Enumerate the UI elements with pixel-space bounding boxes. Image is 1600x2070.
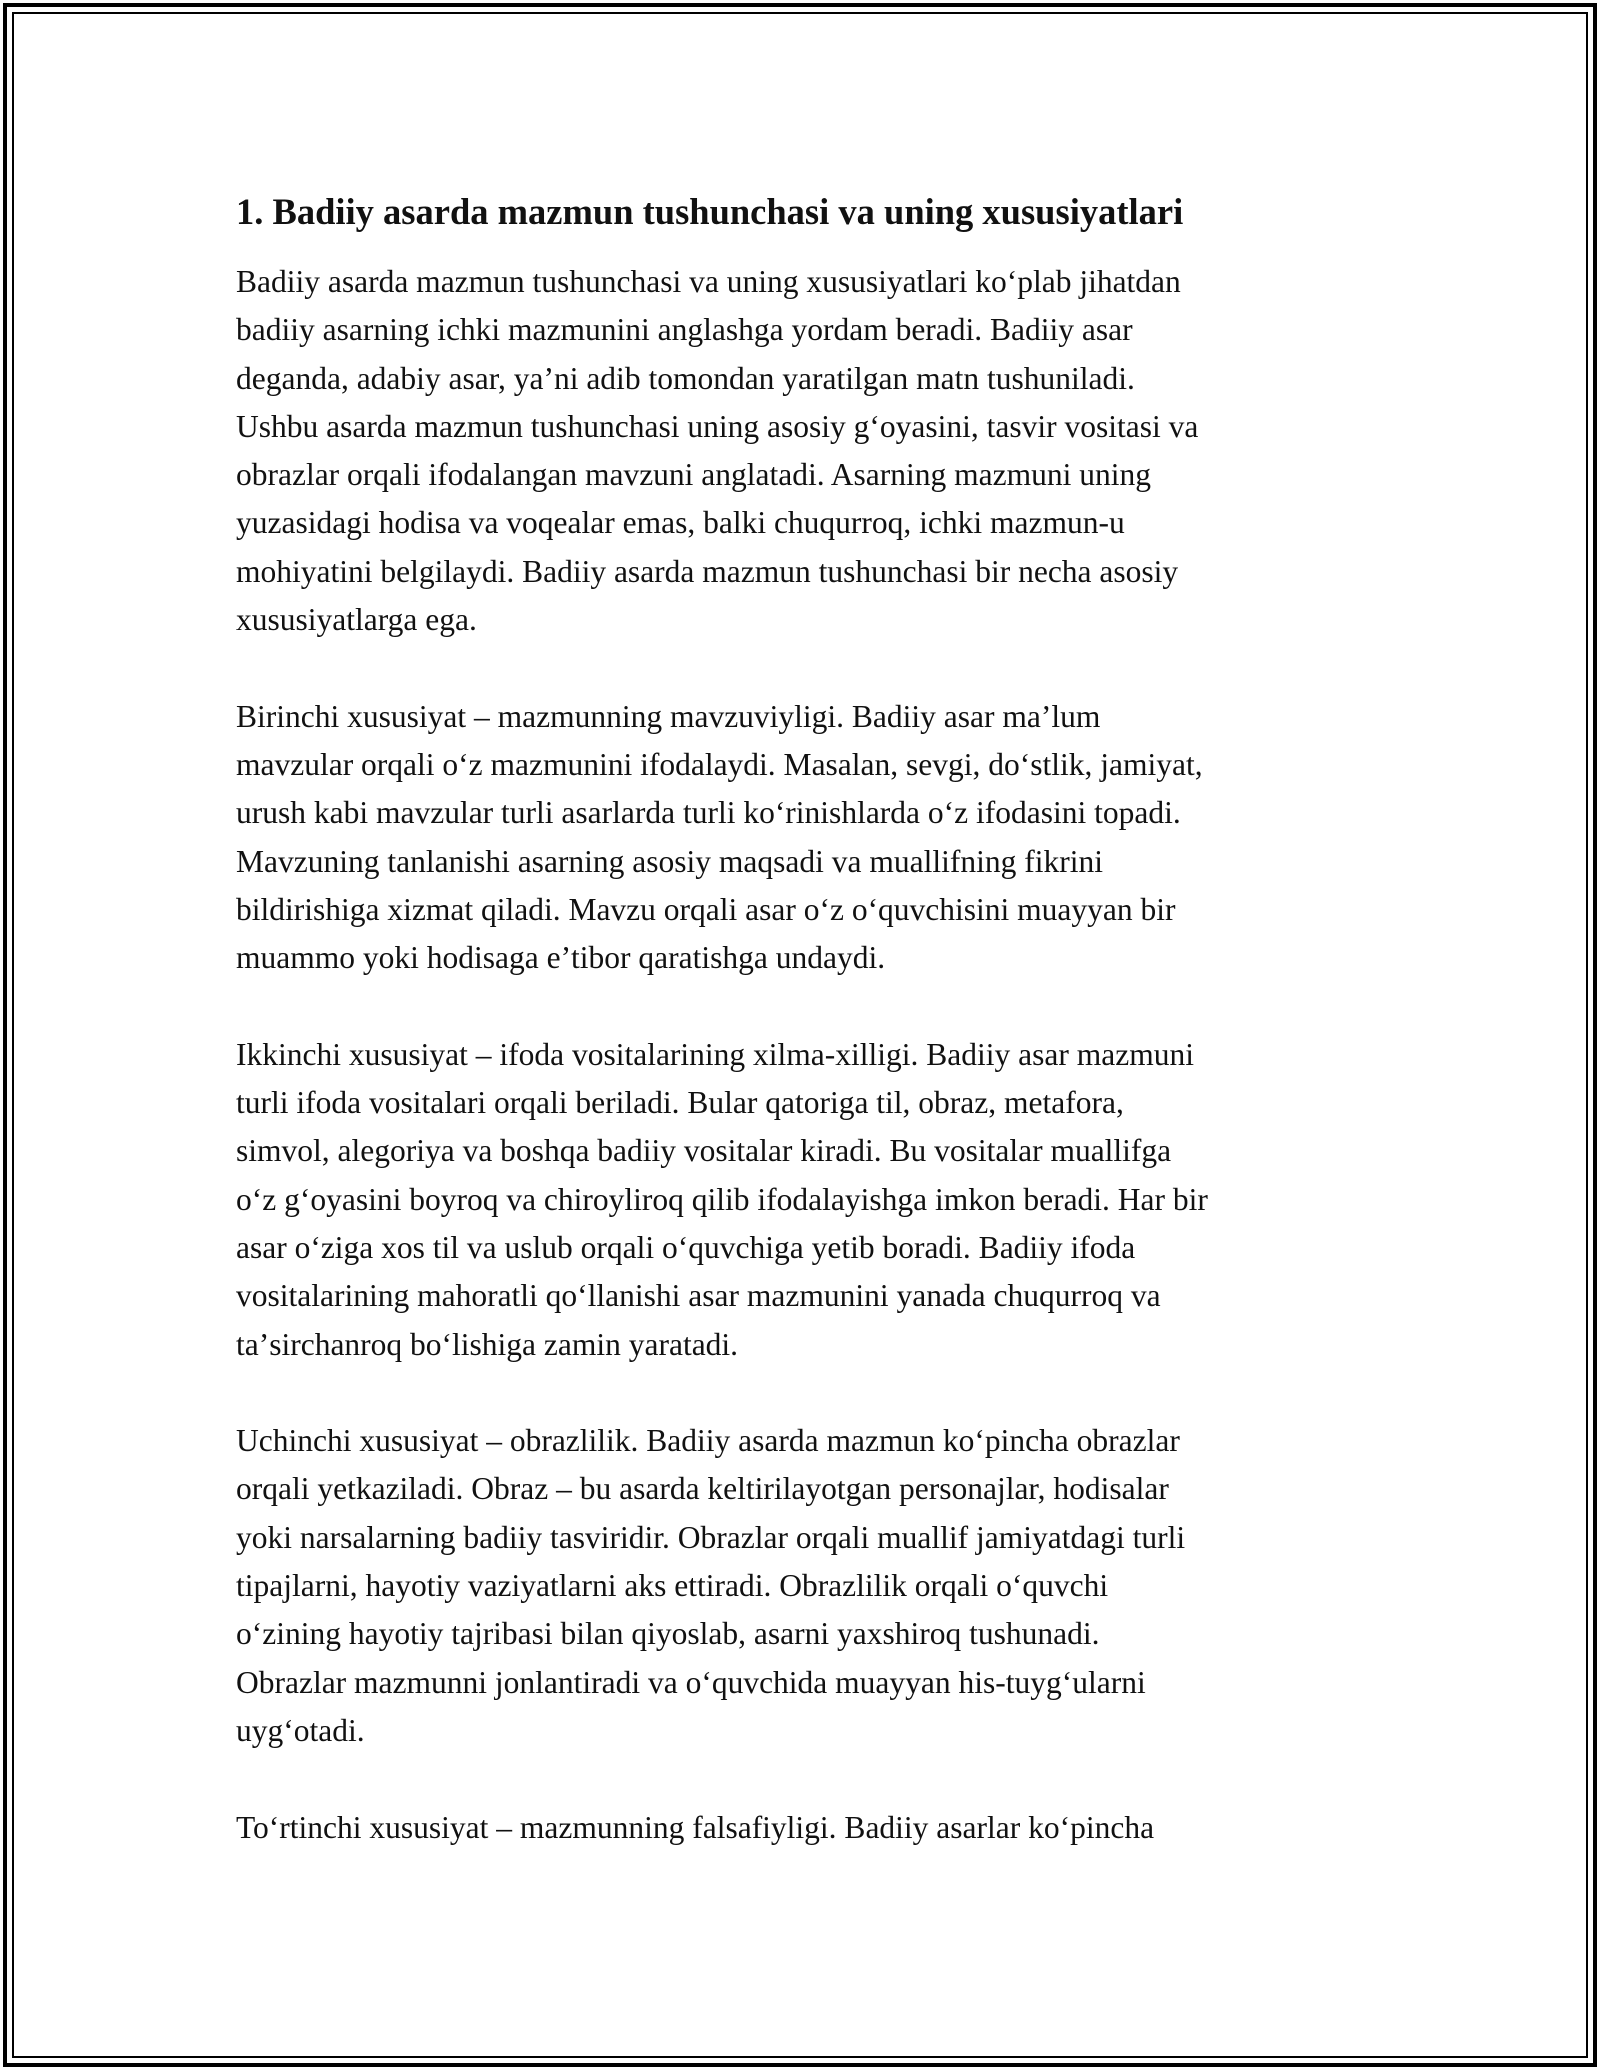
text-line: uygʻotadi.: [236, 1712, 365, 1748]
text-line: oʻz gʻoyasini boyroq va chiroyliroq qilib ifodalayishga imkon beradi. Har bir: [236, 1181, 1208, 1217]
text-line: taʼsirchanroq boʻlishiga zamin yaratadi.: [236, 1326, 739, 1362]
text-line: yuzasidagi hodisa va voqealar emas, balki chuqurroq, ichki mazmun-u: [236, 505, 1125, 541]
section-heading: 1. Badiiy asarda mazmun tushunchasi va uning xususiyatlari: [236, 191, 1184, 232]
text-line: simvol, alegoriya va boshqa badiiy vositalar kiradi. Bu vositalar muallifga: [236, 1133, 1172, 1169]
text-line: Birinchi xususiyat – mazmunning mavzuviyligi. Badiiy asar maʼlum: [236, 698, 1101, 734]
text-line: mohiyatini belgilaydi. Badiiy asarda mazmun tushunchasi bir necha asosiy: [236, 553, 1179, 589]
text-line: oʻzining hayotiy tajribasi bilan qiyoslab, asarni yaxshiroq tushunadi.: [236, 1616, 1100, 1652]
paragraph-fourth-property: [236, 1804, 1376, 1852]
text-line: obrazlar orqali ifodalangan mavzuni anglatadi. Asarning mazmuni uning: [236, 457, 1151, 493]
text-line: urush kabi mavzular turli asarlarda turli koʻrinishlarda oʻz ifodasini topadi.: [236, 795, 1181, 831]
text-line: yoki narsalarning badiiy tasviridir. Obrazlar orqali muallif jamiyatdagi turli: [236, 1519, 1186, 1555]
text-line: deganda, adabiy asar, yaʼni adib tomondan yaratilgan matn tushuniladi.: [236, 360, 1135, 396]
text-line: asar oʻziga xos til va uslub orqali oʻquvchiga yetib boradi. Badiiy ifoda: [236, 1229, 1136, 1265]
text-line: turli ifoda vositalari orqali beriladi. Bular qatoriga til, obraz, metafora,: [236, 1085, 1124, 1121]
text-line: mavzular orqali oʻz mazmunini ifodalaydi. Masalan, sevgi, doʻstlik, jamiyat,: [236, 746, 1203, 782]
text-line: Ushbu asarda mazmun tushunchasi uning asosiy gʻoyasini, tasvir vositasi va: [236, 408, 1199, 444]
document-body: [236, 188, 1376, 1900]
text-line: Ikkinchi xususiyat – ifoda vositalarining xilma-xilligi. Badiiy asar mazmuni: [236, 1036, 1194, 1072]
text-line: Badiiy asarda mazmun tushunchasi va uning xususiyatlari koʻplab jihatdan: [236, 264, 1181, 299]
paragraph-intro: [236, 258, 1376, 644]
text-line: bildirishiga xizmat qiladi. Mavzu orqali asar oʻz oʻquvchisini muayyan bir: [236, 891, 1176, 927]
text-line: Obrazlar mazmunni jonlantiradi va oʻquvchida muayyan his-tuygʻularni: [236, 1664, 1146, 1700]
text-line: xususiyatlarga ega.: [236, 602, 477, 638]
text-line: tipajlarni, hayotiy vaziyatlarni aks ettiradi. Obrazlilik orqali oʻquvchi: [236, 1568, 1109, 1604]
text-line: orqali yetkaziladi. Obraz – bu asarda keltirilayotgan personajlar, hodisalar: [236, 1471, 1169, 1507]
paragraph-third-property: [236, 1417, 1376, 1755]
text-line: vositalarining mahoratli qoʻllanishi asar mazmunini yanada chuqurroq va: [236, 1278, 1161, 1314]
paragraph-first-property: [236, 693, 1376, 983]
text-line: muammo yoki hodisaga eʼtibor qaratishga undaydi.: [236, 940, 886, 976]
text-line: Mavzuning tanlanishi asarning asosiy maqsadi va muallifning fikrini: [236, 843, 1103, 879]
text-line: Toʻrtinchi xususiyat – mazmunning falsafiyligi. Badiiy asarlar koʻpincha: [236, 1809, 1155, 1845]
text-line: Uchinchi xususiyat – obrazlilik. Badiiy asarda mazmun koʻpincha obrazlar: [236, 1423, 1180, 1459]
paragraph-second-property: [236, 1031, 1376, 1369]
text-line: badiiy asarning ichki mazmunini anglashga yordam beradi. Badiiy asar: [236, 312, 1133, 348]
